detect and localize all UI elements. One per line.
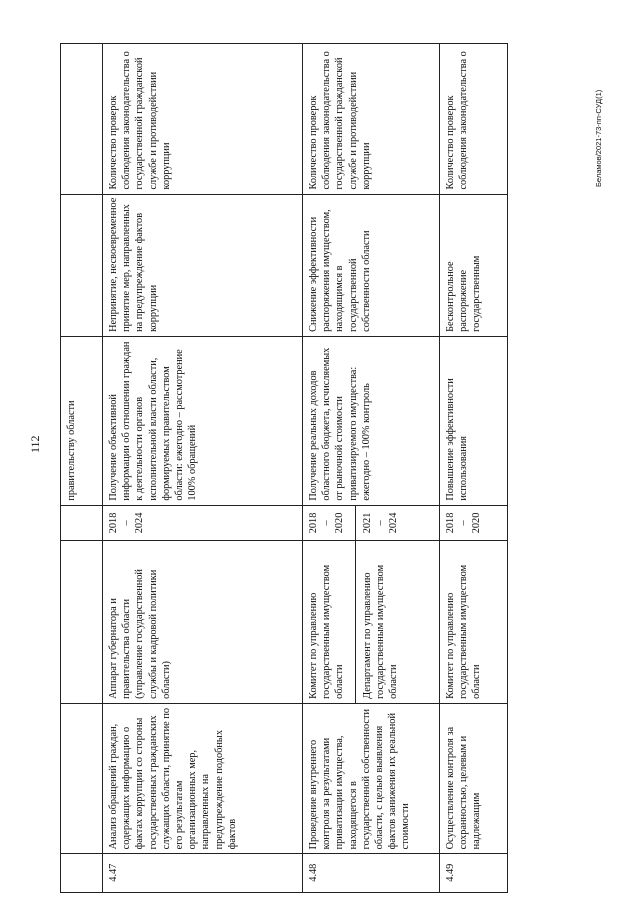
table-row [103, 44, 303, 893]
cell-executor: Комитет по управлению государственным имуществом области [440, 541, 508, 704]
cell-name: Осуществление контроля за сохранностью, целевым и надлежащим [440, 703, 508, 853]
year-end: 2020 [334, 512, 346, 534]
cell-indicator: Количество проверок соблюдения законодательства о государственной гражданской службе и противодействии коррупции [103, 44, 303, 195]
cell-num: 4.49 [440, 854, 508, 893]
cell-years [103, 505, 303, 541]
cell-risks: Непринятие, несвоевременное принятие мер, направленных на предупреждение фактов коррупции [103, 194, 303, 336]
cell-name: Проведение внутреннего контроля за результатами приватизации имущества, находящегося в государственной собственности области, с целью выявления фактов занижения их реальной стоимости [303, 703, 440, 853]
cell-result: Повышение эффективности использования [440, 336, 508, 505]
year-start: 2018 [308, 512, 319, 534]
cell-result: Получение реальных доходов областного бюджета, исчисляемых от рыночной стоимости приватизируемого имущества: ежегодно – 100% контроль [303, 336, 440, 505]
cell-indicator: Количество проверок соблюдения законодательства о [440, 44, 508, 195]
measures-table [60, 43, 508, 893]
cell-num: 4.48 [303, 854, 440, 893]
years-block-1 [307, 507, 347, 540]
year-dash: – [458, 520, 470, 526]
cell-num [61, 854, 103, 893]
cell-result: правительству области [61, 336, 103, 505]
table-row [303, 44, 440, 893]
year-end: 2020 [471, 512, 483, 534]
cell-years [61, 505, 103, 541]
cell-risks: Снижение эффективности распоряжения имуществом, находящимся в государственной собственности области [303, 194, 440, 336]
executor-2: Департамент по управлению государственным имуществом области [355, 541, 401, 703]
cell-name: Анализ обращений граждан, содержащих информацию о фактах коррупции со стороны государственных гражданских служащих области, принятие по его результатам организационных мер, направленных на предупреждение подобных фактов [103, 703, 303, 853]
cell-years [303, 505, 440, 541]
cell-result: Получение объективной информации об отношении граждан к деятельности органов исполнительной власти области, формируемых правительством области: ежегодно – рассмотрение 100% обращений [103, 336, 303, 505]
year-end: 2024 [134, 512, 146, 534]
table-row-continuation [61, 44, 103, 893]
cell-executor: Аппарат губернатора и правительства области (управление государственной службы и кадровой политики области) [103, 541, 303, 704]
year-dash: – [121, 520, 133, 526]
cell-risks [61, 194, 103, 336]
year-dash: – [321, 520, 333, 526]
cell-indicator [61, 44, 103, 195]
cell-years [440, 505, 508, 541]
table-row [440, 44, 508, 893]
executor-1: Комитет по управлению государственным имуществом области [308, 564, 346, 699]
years-block-2 [355, 506, 401, 541]
cell-num: 4.47 [103, 854, 303, 893]
cell-name [61, 703, 103, 853]
document-code: Беламов/2021-73-пп-СУД(1) [594, 89, 603, 187]
year-start: 2018 [445, 512, 456, 534]
cell-executor [303, 541, 440, 704]
year-start: 2021 [361, 512, 373, 534]
page-number: 112 [28, 435, 42, 453]
cell-executor [61, 541, 103, 704]
cell-indicator: Количество проверок соблюдения законодательства о государственной гражданской службе и противодействии коррупции [303, 44, 440, 195]
year-end: 2024 [388, 512, 400, 534]
cell-risks: Бесконтрольное распоряжение государственным [440, 194, 508, 336]
year-start: 2018 [108, 512, 119, 534]
year-dash: – [374, 520, 386, 526]
